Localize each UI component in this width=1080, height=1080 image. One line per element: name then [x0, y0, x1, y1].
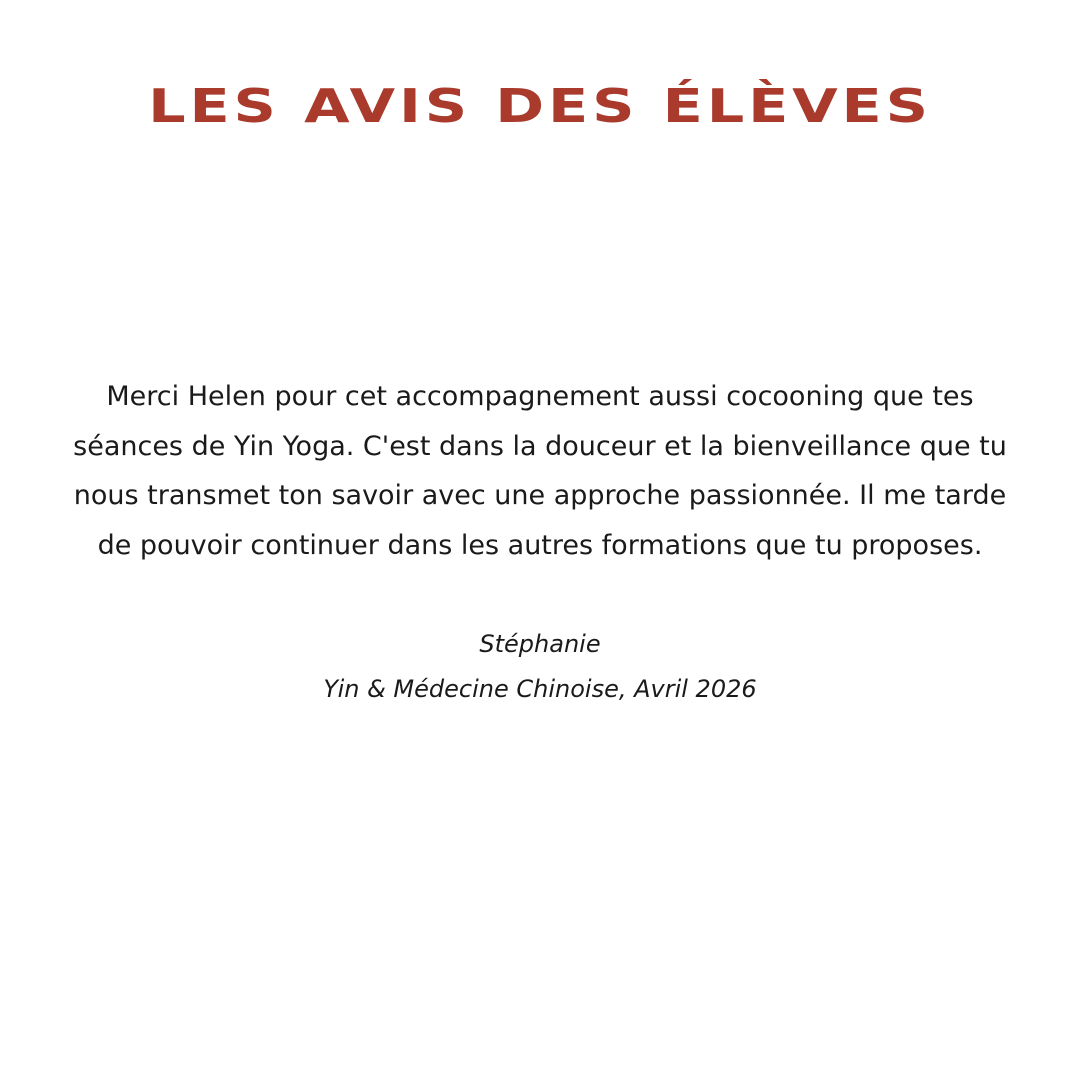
quote-line: Merci Helen pour cet accompagnement aussi cocooning que tes — [106, 381, 974, 412]
testimonial-quote — [40, 372, 1040, 570]
quote-line: nous transmet ton savoir avec une approche passionnée. Il me tarde — [73, 480, 1007, 511]
testimonial-attribution — [0, 622, 1080, 712]
course-info: Yin & Médecine Chinoise, Avril 2026 — [323, 675, 757, 703]
author-name: Stéphanie — [479, 630, 601, 658]
page-title: LES AVIS DES ÉLÈVES — [148, 79, 932, 133]
quote-line: séances de Yin Yoga. C'est dans la douceur et la bienveillance que tu — [73, 430, 1007, 462]
quote-line: de pouvoir continuer dans les autres formations que tu proposes. — [97, 529, 983, 561]
